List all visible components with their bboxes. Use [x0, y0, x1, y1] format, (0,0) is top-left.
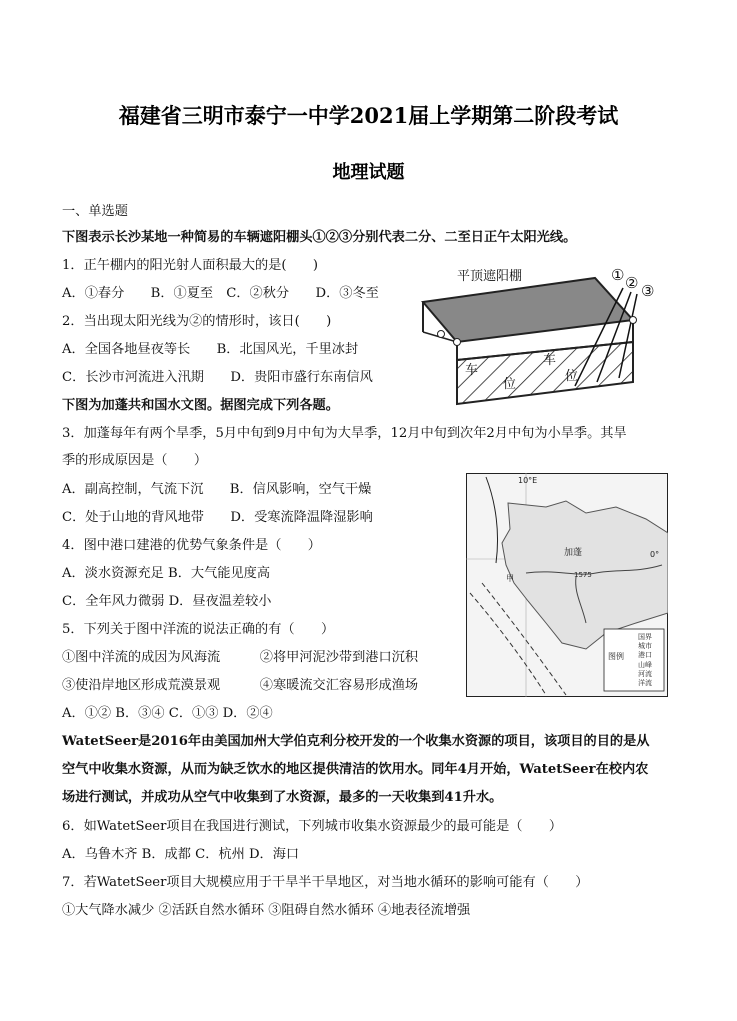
- legend-item-peak: 山峰: [638, 661, 652, 669]
- question-5-options: A．①② B．③④ C．①③ D．②④: [62, 706, 273, 721]
- question-2-options-ab: A．全国各地昼夜等长 B．北国风光，千里冰封: [62, 342, 359, 357]
- question-5-statements-34: ③使沿岸地区形成荒漠景观 ④寒暖流交汇容易形成渔场: [62, 678, 419, 693]
- car-label-2: 车: [543, 353, 557, 368]
- intro-paragraph-3-line-2: 空气中收集水资源，从而为缺乏饮水的地区提供清洁的饮用水。同年4月开始，WatetSeer在校内农: [62, 762, 649, 777]
- question-4: 4．图中港口建港的优势气象条件是（ ）: [62, 538, 321, 553]
- question-1: 1．正午棚内的阳光射人面积最大的是( ): [62, 258, 319, 273]
- lon-label: 10°E: [518, 476, 538, 485]
- legend-title: 图例: [608, 652, 624, 661]
- river-label-jia: 甲: [506, 574, 514, 583]
- section-heading: 一、单选题: [62, 204, 128, 219]
- pos-label-2: 位: [565, 369, 579, 384]
- legend-item-river: 河流: [638, 670, 652, 678]
- question-6-options: A．乌鲁木齐 B．成都 C．杭州 D．海口: [62, 847, 300, 862]
- question-2: 2．当出现太阳光线为②的情形时，该日( ): [62, 314, 332, 329]
- gabon-hydrology-map: [466, 473, 668, 697]
- intro-paragraph-3-line-1: WatetSeer是2016年由美国加州大学伯克利分校开发的一个收集水资源的项目，该项目的目的是从: [62, 734, 650, 749]
- ray-label-2: ②: [625, 274, 639, 292]
- question-7: 7．若WatetSeer项目大规模应用于干旱半干旱地区，对当地水循环的影响可能有（ ）: [62, 875, 589, 890]
- question-1-options: A．①春分 B．①夏至 C．②秋分 D．③冬至: [62, 286, 379, 301]
- peak-label: 1575: [574, 571, 592, 579]
- legend-item-port: 港口: [638, 651, 652, 659]
- question-4-options-ab: A．淡水资源充足 B．大气能见度高: [62, 566, 271, 581]
- question-3-line-1: 3．加蓬每年有两个旱季，5月中旬到9月中旬为大旱季，12月中旬到次年2月中旬为小旱季。其旱: [62, 426, 627, 441]
- ray-label-1: ①: [611, 266, 625, 284]
- exam-title: 福建省三明市泰宁一中学2021届上学期第二阶段考试: [118, 103, 619, 128]
- question-3-options-ab: A．副高控制，气流下沉 B．信风影响，空气干燥: [62, 482, 372, 497]
- diagram-title: 平顶遮阳棚: [457, 269, 523, 284]
- country-label: 加蓬: [564, 548, 583, 558]
- sunshade-diagram: [405, 262, 665, 412]
- exam-subtitle: 地理试题: [332, 162, 405, 183]
- lat-label: 0°: [650, 550, 660, 559]
- question-5: 5．下列关于图中洋流的说法正确的有（ ）: [62, 622, 335, 637]
- intro-paragraph-1: 下图表示长沙某地一种简易的车辆遮阳棚头①②③分别代表二分、二至日正午太阳光线。: [62, 230, 577, 245]
- legend-item-city: 城市: [638, 642, 652, 650]
- question-5-statements-12: ①图中洋流的成因为风海流 ②将甲河泥沙带到港口沉积: [62, 650, 419, 665]
- car-label-1: 车: [465, 363, 479, 378]
- question-4-options-cd: C．全年风力微弱 D．昼夜温差较小: [62, 594, 272, 609]
- ray-label-3: ③: [641, 282, 655, 300]
- intro-paragraph-2: 下图为加蓬共和国水文图。据图完成下列各题。: [62, 398, 339, 413]
- question-3-options-cd: C．处于山地的背风地带 D．受寒流降温降湿影响: [62, 510, 373, 525]
- pos-label-1: 位: [503, 377, 517, 392]
- question-3-line-2: 季的形成原因是（ ）: [62, 453, 208, 468]
- question-2-options-cd: C．长沙市河流进入汛期 D．贵阳市盛行东南信风: [62, 370, 373, 385]
- legend-item-border: 国界: [638, 633, 652, 641]
- legend-item-current: 洋流: [638, 679, 652, 687]
- intro-paragraph-3-line-3: 场进行测试，并成功从空气中收集到了水资源，最多的一天收集到41升水。: [62, 790, 503, 805]
- question-7-statements: ①大气降水减少 ②活跃自然水循环 ③阻碍自然水循环 ④地表径流增强: [62, 903, 471, 918]
- question-6: 6．如WatetSeer项目在我国进行测试，下列城市收集水资源最少的最可能是（ ）: [62, 819, 563, 834]
